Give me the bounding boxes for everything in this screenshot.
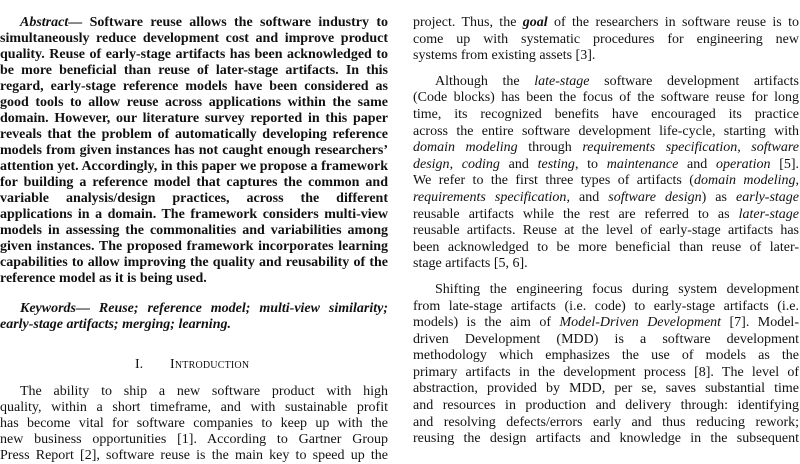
- text-run: primary artifacts in the development process [8]. The level of: [413, 364, 799, 380]
- intro-line: [0, 384, 388, 400]
- text-run: (Code blocks) has been the focus of the software reuse for long: [413, 90, 799, 106]
- text-run: attention yet. Accordingly, in this paper we propose a framework: [0, 159, 388, 174]
- paragraph-line: [413, 90, 799, 107]
- text-run: reference model as it is being used.: [0, 271, 207, 286]
- paragraph-line: [413, 365, 799, 382]
- abstract-line: [0, 223, 388, 239]
- text-run: systems from existing assets [3].: [413, 48, 596, 64]
- text-run: We refer to the first three types of artifacts (: [413, 173, 694, 189]
- text-run: for building a reference model that captures the common and: [0, 175, 388, 190]
- emphasized-text: operation: [716, 156, 771, 172]
- text-run: capabilities to allow improving the quality and reusability of the: [0, 255, 388, 270]
- abstract-line: [0, 159, 388, 175]
- left-column: [0, 15, 388, 464]
- text-run: good tools to allow reuse across applications within the same: [0, 95, 388, 110]
- text-run: from late-stage artifacts (i.e. code) to early-stage artifacts (i.e.: [413, 298, 799, 314]
- text-run: driven Development (MDD) is a software development: [413, 331, 799, 347]
- text-run: be more beneficial than reuse of later-stage artifacts. In this: [0, 63, 388, 78]
- text-run: software development artifacts: [589, 73, 800, 89]
- paragraph-line: [413, 240, 799, 257]
- text-run: Although the: [435, 73, 535, 89]
- keywords-line: [0, 317, 388, 333]
- paragraph-line: [413, 32, 799, 49]
- paragraph-line: [413, 107, 799, 124]
- emphasized-text: goal: [522, 15, 548, 30]
- abstract-line: [0, 207, 388, 223]
- emphasized-text: requirements specification: [582, 140, 738, 156]
- text-run: come up with systematic procedures for engineering new: [413, 31, 799, 47]
- abstract-line: [0, 47, 388, 63]
- intro-line: [0, 400, 388, 416]
- text-run: and: [499, 156, 538, 172]
- text-run: ,: [737, 140, 752, 156]
- text-run: Keywords— Reuse; reference model; multi-view similarity;: [20, 301, 388, 316]
- paragraph-line: [413, 256, 799, 273]
- text-run: abstraction, provided by MDD, per se, saves substantial time: [413, 381, 799, 397]
- emphasized-text: requirements specification: [413, 189, 567, 205]
- text-run: and: [678, 156, 717, 172]
- text-run: has become vital for software companies to keep up with the: [0, 416, 388, 431]
- text-run: quality. Reuse of early-stage artifacts has been acknowledged to: [0, 47, 388, 62]
- body-paragraph: [413, 74, 799, 273]
- text-run: [7]. Model-: [721, 315, 799, 331]
- introduction-paragraph: [0, 384, 388, 464]
- paragraph-line: [413, 315, 799, 332]
- paragraph-line: [413, 157, 799, 174]
- body-paragraph: [413, 282, 799, 448]
- text-run: ) as: [701, 189, 737, 205]
- abstract-line: [0, 95, 388, 111]
- paragraph-line: [413, 15, 799, 32]
- abstract-line: [0, 239, 388, 255]
- keywords-line: [0, 301, 388, 317]
- text-run: reusable artifacts while the rest are referred to as: [413, 206, 739, 222]
- intro-line: [0, 416, 388, 432]
- keywords: [0, 301, 388, 333]
- abstract: [0, 15, 388, 287]
- abstract-line: [0, 175, 388, 191]
- intro-line: [0, 432, 388, 448]
- abstract-line: [0, 63, 388, 79]
- body-paragraph: [413, 15, 799, 65]
- text-run: Press Report [2], software reuse is the main key to speed up the: [0, 448, 388, 463]
- emphasized-text: testing: [537, 156, 575, 172]
- abstract-line: [0, 111, 388, 127]
- text-run: ,: [795, 173, 799, 189]
- text-run: models from given instances has not caught enough researchers’: [0, 143, 388, 158]
- text-run: models in assessing the commonalities and variabilities among: [0, 223, 388, 238]
- abstract-line: [0, 31, 388, 47]
- abstract-line: [0, 191, 388, 207]
- emphasized-text: coding: [461, 156, 500, 172]
- paragraph-line: [413, 74, 799, 91]
- paragraph-line: [413, 48, 799, 65]
- paragraph-line: [413, 348, 799, 365]
- text-run: and resolving defects/errors early and thus reducing rework;: [413, 414, 799, 430]
- text-run: reusable artifacts. Reuse at the level of early-stage artifacts has: [413, 223, 799, 239]
- paragraph-line: [413, 431, 799, 448]
- text-run: Software reuse allows the software industry to: [82, 15, 388, 30]
- text-run: reusing the design artifacts and knowledge in the subsequent: [413, 431, 799, 447]
- text-run: variable analysis/design practices, across the different: [0, 191, 388, 206]
- text-run: reveals that the problem of automatically developing reference: [0, 127, 388, 142]
- abstract-line: [0, 79, 388, 95]
- paragraph-line: [413, 140, 799, 157]
- text-run: domain. However, our literature survey reported in this paper: [0, 111, 388, 126]
- emphasized-text: Model-Driven Development: [559, 315, 722, 331]
- abstract-line: [0, 143, 388, 159]
- emphasized-text: maintenance: [606, 156, 679, 172]
- emphasized-text: domain modeling: [413, 140, 518, 156]
- intro-line: [0, 448, 388, 464]
- text-run: project. Thus, the: [413, 15, 523, 30]
- section-heading: [0, 355, 388, 375]
- text-run: [5].: [770, 156, 800, 172]
- emphasized-text: Abstract—: [20, 15, 83, 30]
- text-run: regard, early-stage reference models have been considered as: [0, 79, 388, 94]
- paragraph-line: [413, 282, 799, 299]
- text-run: new business opportunities [1]. According to Gartner Group: [0, 432, 388, 447]
- text-run: of the researchers in software reuse is to: [547, 15, 799, 30]
- section-title: Introduction: [170, 357, 250, 372]
- paragraph-line: [413, 332, 799, 349]
- paragraph-line: [413, 223, 799, 240]
- paragraph-line: [413, 398, 799, 415]
- right-column: [413, 15, 799, 457]
- text-run: models) is the aim of: [413, 315, 560, 331]
- paragraph-line: [413, 173, 799, 190]
- emphasized-text: software design: [608, 189, 702, 205]
- emphasized-text: software: [751, 140, 799, 156]
- section-number: I.: [135, 357, 144, 372]
- paragraph-line: [413, 381, 799, 398]
- text-run: simultaneously reduce development cost and improve product: [0, 31, 388, 46]
- text-run: methodology which emphasizes the use of models as the: [413, 348, 799, 364]
- abstract-line: [0, 127, 388, 143]
- text-run: and resources in production and delivery through: identifying: [413, 398, 799, 414]
- text-run: early-stage artifacts; merging; learning.: [0, 317, 231, 332]
- paragraph-line: [413, 299, 799, 316]
- emphasized-text: design: [413, 156, 450, 172]
- text-run: quality, within a short timeframe, and with sustainable profit: [0, 400, 388, 415]
- paragraph-line: [413, 124, 799, 141]
- emphasized-text: domain modeling: [693, 173, 796, 189]
- text-run: Shifting the engineering focus during system development: [435, 281, 799, 297]
- text-run: stage artifacts [5, 6].: [413, 256, 528, 272]
- text-run: been acknowledged to be more beneficial than reuse of later-: [413, 239, 799, 255]
- text-run: through: [517, 140, 583, 156]
- emphasized-text: later-stage: [738, 206, 799, 222]
- paragraph-line: [413, 190, 799, 207]
- paragraph-line: [413, 207, 799, 224]
- text-run: applications in a domain. The framework considers multi-view: [0, 207, 388, 222]
- emphasized-text: early-stage: [736, 189, 800, 205]
- paragraph-line: [413, 415, 799, 432]
- text-run: , to: [574, 156, 607, 172]
- text-run: ,: [449, 156, 462, 172]
- abstract-line: [0, 271, 388, 287]
- text-run: , and: [566, 189, 609, 205]
- text-run: time, its recognized benefits have encouraged its practice: [413, 106, 799, 122]
- text-run: given instances. The proposed framework incorporates learning: [0, 239, 388, 254]
- abstract-line: [0, 15, 388, 31]
- text-run: The ability to ship a new software product with high: [20, 384, 388, 399]
- text-run: across the entire software development life-cycle, starting with: [413, 123, 799, 139]
- emphasized-text: late-stage: [534, 73, 590, 89]
- abstract-line: [0, 255, 388, 271]
